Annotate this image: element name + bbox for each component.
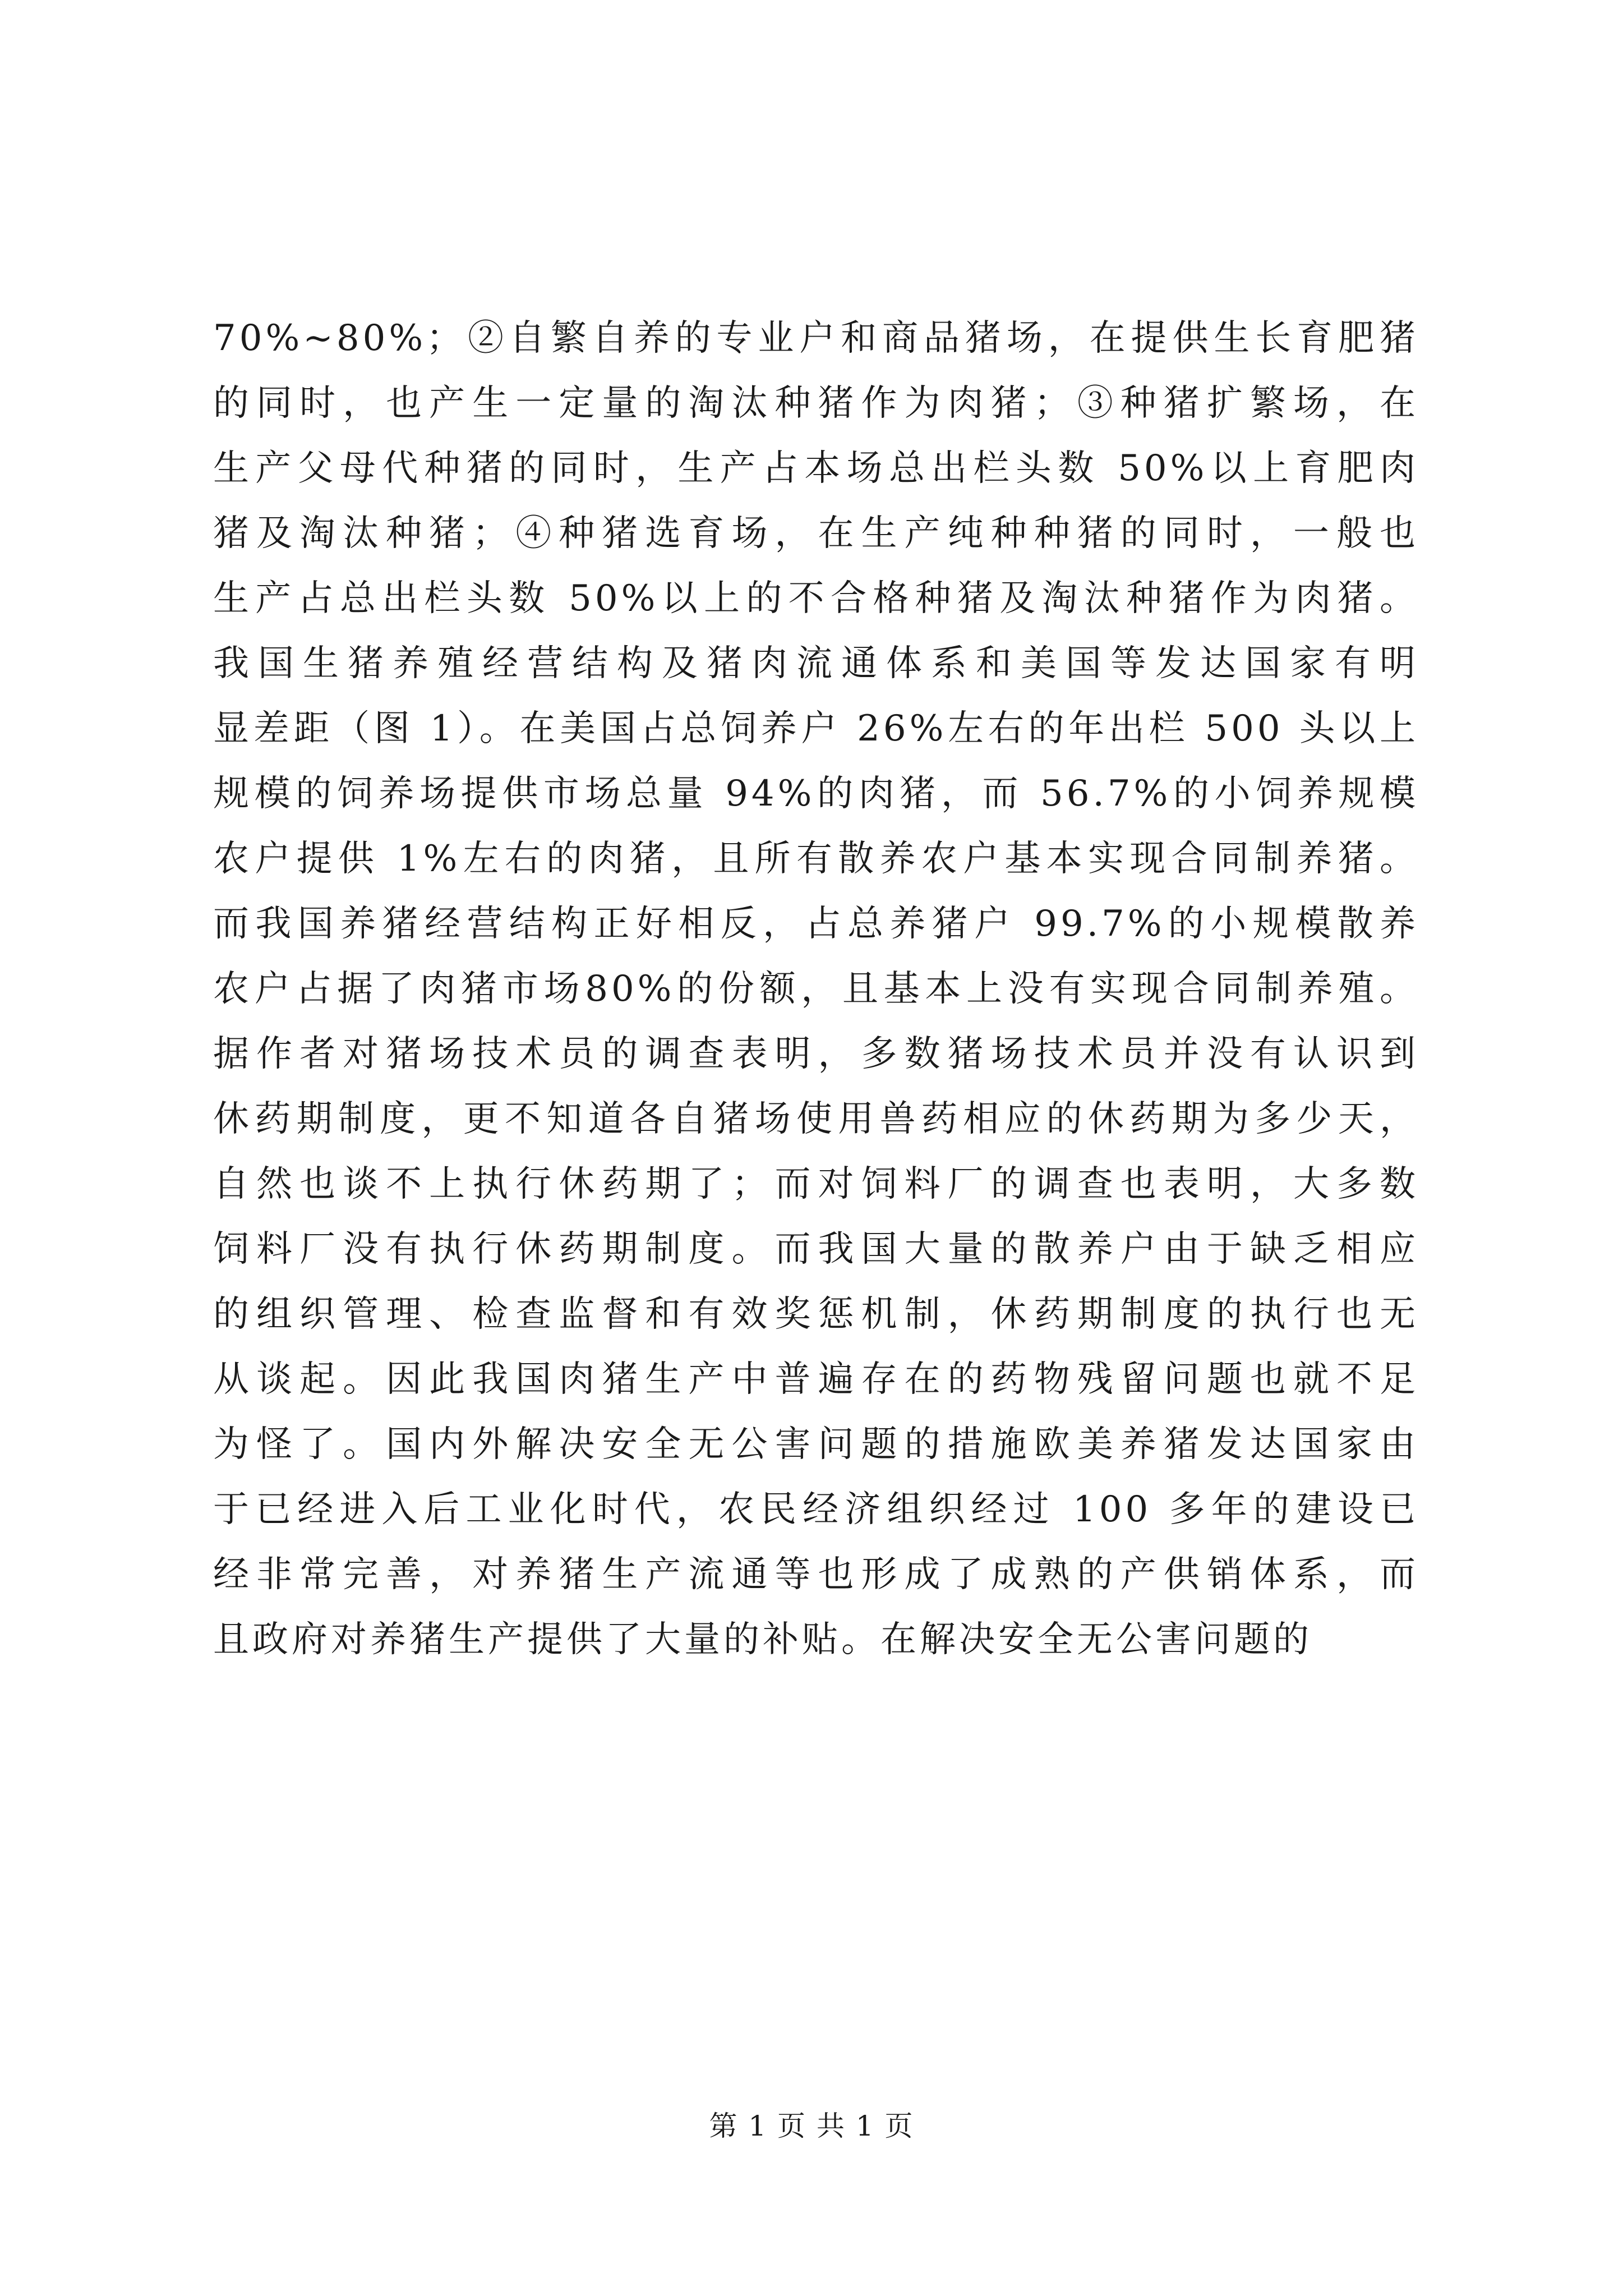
text-line: 于已经进入后工业化时代，农民经济组织经过 100 多年的建设已: [213, 1489, 1419, 1530]
page-footer: 第 1 页 共 1 页: [709, 2110, 914, 2142]
text-line: 生产父母代种猪的同时，生产占本场总出栏头数 50%以上育肥肉: [213, 448, 1419, 489]
text-line: 的同时，也产生一定量的淘汰种猪作为肉猪；③种猪扩繁场，在: [213, 383, 1419, 424]
text-line: 农户占据了肉猪市场80%的份额，且基本上没有实现合同制养殖。: [213, 968, 1419, 1010]
text-line: 从谈起。因此我国肉猪生产中普遍存在的药物残留问题也就不足: [213, 1359, 1419, 1400]
text-line: 自然也谈不上执行休药期了；而对饲料厂的调查也表明，大多数: [213, 1163, 1419, 1205]
body-text: [213, 306, 1419, 1672]
text-line: 规模的饲养场提供市场总量 94%的肉猪，而 56.7%的小饲养规模: [213, 773, 1419, 815]
text-line: 显差距（图 1）。在美国占总饲养户 26%左右的年出栏 500 头以上: [213, 708, 1419, 749]
text-line: 经非常完善，对养猪生产流通等也形成了成熟的产供销体系，而: [213, 1554, 1419, 1595]
text-line: 据作者对猪场技术员的调查表明，多数猪场技术员并没有认识到: [213, 1033, 1419, 1075]
text-line: 农户提供 1%左右的肉猪，且所有散养农户基本实现合同制养猪。: [213, 838, 1419, 880]
text-line: 的组织管理、检查监督和有效奖惩机制，休药期制度的执行也无: [213, 1294, 1419, 1335]
text-line: 猪及淘汰种猪；④种猪选育场，在生产纯种种猪的同时，一般也: [213, 513, 1419, 554]
text-line: 生产占总出栏头数 50%以上的不合格种猪及淘汰种猪作为肉猪。: [213, 578, 1419, 619]
text-line: 而我国养猪经营结构正好相反，占总养猪户 99.7%的小规模散养: [213, 903, 1419, 945]
text-line: 休药期制度，更不知道各自猪场使用兽药相应的休药期为多少天，: [213, 1098, 1419, 1140]
text-line: 我国生猪养殖经营结构及猪肉流通体系和美国等发达国家有明: [213, 643, 1419, 684]
text-line: 且政府对养猪生产提供了大量的补贴。在解决安全无公害问题的: [213, 1619, 1312, 1660]
text-line: 饲料厂没有执行休药期制度。而我国大量的散养户由于缺乏相应: [213, 1228, 1419, 1270]
text-line: 70%~80%；②自繁自养的专业户和商品猪场，在提供生长育肥猪: [213, 318, 1419, 359]
text-line: 为怪了。国内外解决安全无公害问题的措施欧美养猪发达国家由: [213, 1424, 1419, 1465]
